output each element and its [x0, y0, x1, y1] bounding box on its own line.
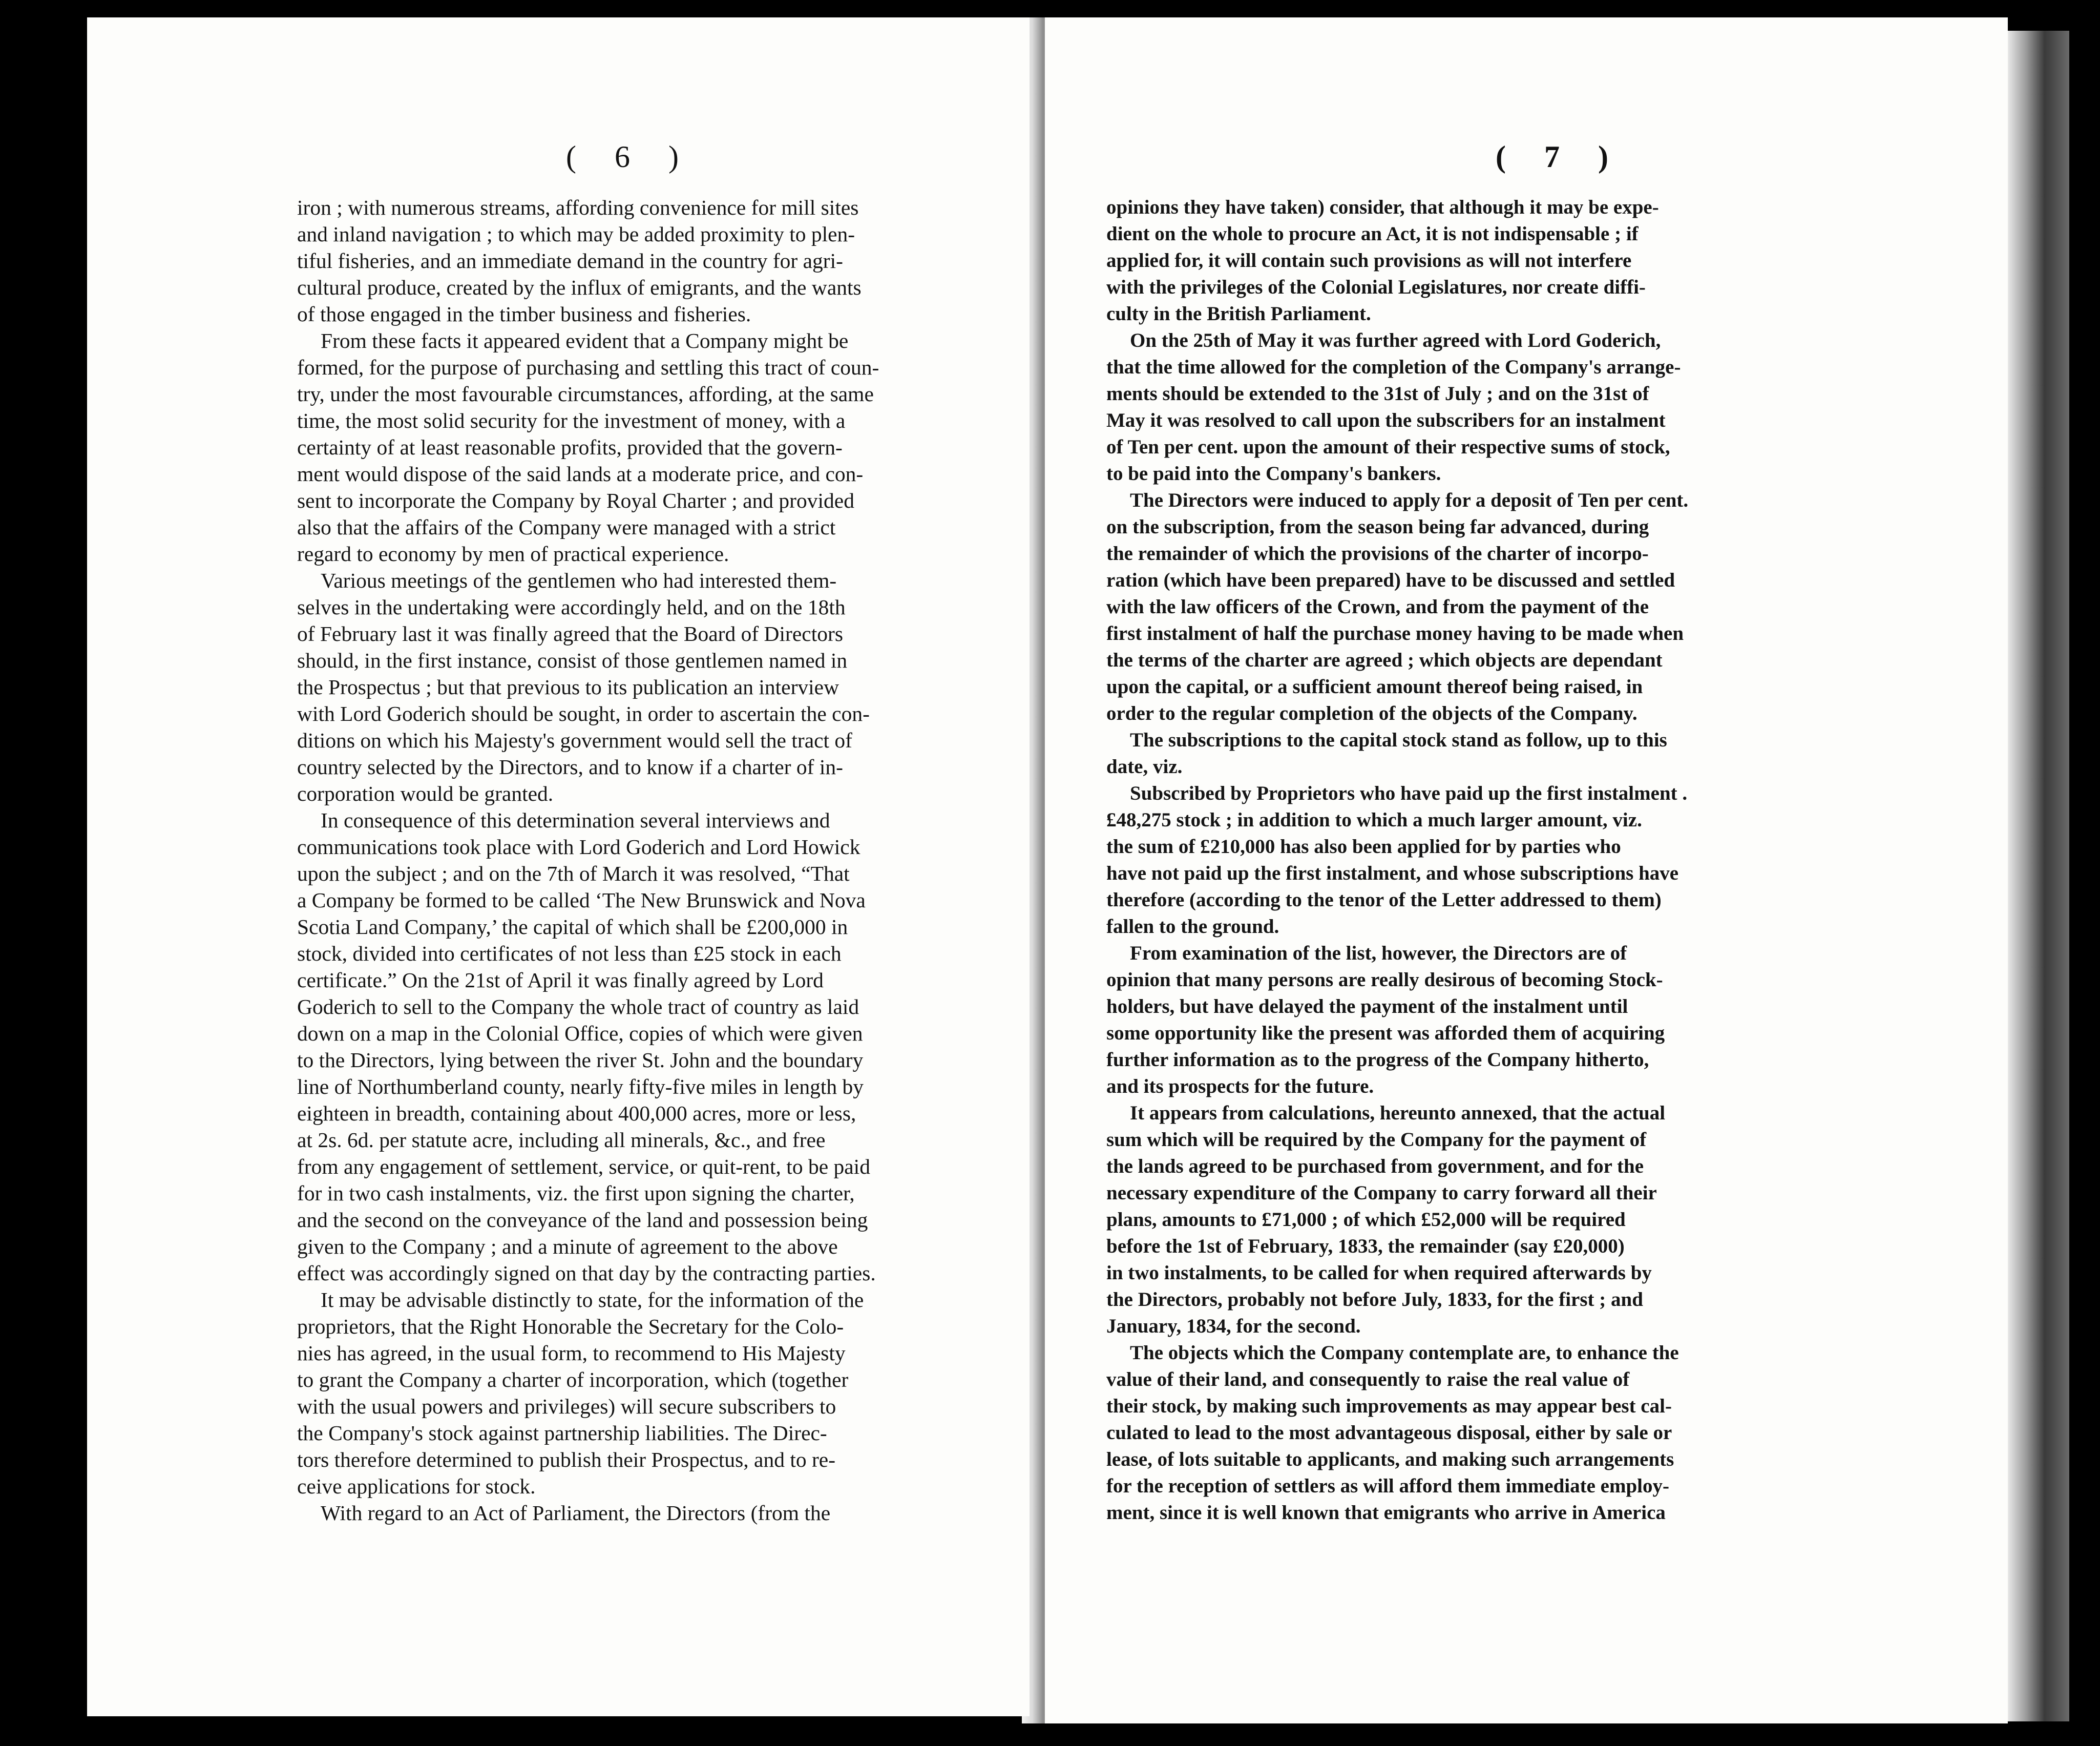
text-line: also that the affairs of the Company were managed with a strict: [297, 515, 836, 539]
text-line: to grant the Company a charter of incorporation, which (together: [297, 1368, 849, 1391]
right-page: [1045, 17, 2008, 1723]
text-line: on the subscription, from the season being far advanced, during: [1106, 516, 1649, 538]
text-line: plans, amounts to £71,000 ; of which £52,000 will be required: [1106, 1209, 1626, 1231]
text-line: value of their land, and consequently to raise the real value of: [1106, 1368, 1630, 1390]
text-line: upon the subject ; and on the 7th of March it was resolved, “That: [297, 862, 850, 885]
text-line: Scotia Land Company,’ the capital of which shall be £200,000 in: [297, 915, 848, 939]
text-line: first instalment of half the purchase money having to be made when: [1106, 622, 1684, 645]
text-line: with the privileges of the Colonial Legislatures, nor create diffi-: [1106, 276, 1646, 298]
text-line: of those engaged in the timber business and fisheries.: [297, 302, 751, 326]
text-line: some opportunity like the present was afforded them of acquiring: [1106, 1022, 1665, 1044]
page-number-left: ( 6 ): [566, 140, 694, 174]
text-line: proprietors, that the Right Honorable the Secretary for the Colo-: [297, 1315, 844, 1338]
text-line: certificate.” On the 21st of April it was finally agreed by Lord: [297, 968, 824, 992]
text-line: upon the capital, or a sufficient amount thereof being raised, in: [1106, 676, 1643, 698]
text-line: corporation would be granted.: [297, 782, 554, 805]
text-line: and inland navigation ; to which may be added proximity to plen-: [297, 222, 855, 246]
text-line: before the 1st of February, 1833, the remainder (say £20,000): [1106, 1235, 1625, 1257]
text-line: with the usual powers and privileges) will secure subscribers to: [297, 1395, 836, 1418]
text-line: order to the regular completion of the objects of the Company.: [1106, 702, 1637, 724]
text-line: dient on the whole to procure an Act, it is not indispensable ; if: [1106, 223, 1639, 245]
page-number-right: ( 7 ): [1496, 140, 1624, 174]
text-line: tors therefore determined to publish their Prospectus, and to re-: [297, 1448, 836, 1471]
text-line: to be paid into the Company's bankers.: [1106, 463, 1441, 485]
text-line: ment would dispose of the said lands at a moderate price, and con-: [297, 462, 864, 486]
text-line: It appears from calculations, hereunto annexed, that the actual: [1130, 1102, 1666, 1124]
text-line: and its prospects for the future.: [1106, 1075, 1374, 1097]
text-line: Various meetings of the gentlemen who had interested them-: [321, 569, 837, 592]
text-line: communications took place with Lord Goderich and Lord Howick: [297, 835, 860, 859]
text-line: with the law officers of the Crown, and from the payment of the: [1106, 596, 1649, 618]
text-line: in two instalments, to be called for when required afterwards by: [1106, 1262, 1652, 1284]
text-line: that the time allowed for the completion of the Company's arrange-: [1106, 356, 1681, 378]
text-line: ment, since it is well known that emigrants who arrive in America: [1106, 1502, 1666, 1524]
text-line: line of Northumberland county, nearly fifty-five miles in length by: [297, 1075, 864, 1098]
text-line: and the second on the conveyance of the land and possession being: [297, 1208, 868, 1232]
text-line: the sum of £210,000 has also been applied for by parties who: [1106, 836, 1621, 858]
text-line: tiful fisheries, and an immediate demand in the country for agri-: [297, 249, 843, 273]
text-line: It may be advisable distinctly to state, for the information of the: [321, 1288, 864, 1312]
text-line: for the reception of settlers as will afford them immediate employ-: [1106, 1475, 1669, 1497]
text-line: the Directors, probably not before July, 1833, for the first ; and: [1106, 1288, 1643, 1311]
text-line: fallen to the ground.: [1106, 916, 1279, 938]
left-page: [87, 17, 1030, 1716]
text-line: opinion that many persons are really desirous of becoming Stock-: [1106, 969, 1663, 991]
text-line: The objects which the Company contemplate are, to enhance the: [1130, 1342, 1679, 1364]
text-line: have not paid up the first instalment, and whose subscriptions have: [1106, 862, 1679, 884]
text-line: May it was resolved to call upon the subscribers for an instalment: [1106, 409, 1666, 431]
text-line: certainty of at least reasonable profits, provided that the govern-: [297, 435, 843, 459]
text-line: The Directors were induced to apply for a deposit of Ten per cent.: [1130, 489, 1689, 511]
text-line: The subscriptions to the capital stock stand as follow, up to this: [1130, 729, 1667, 751]
text-line: sum which will be required by the Company for the payment of: [1106, 1129, 1647, 1151]
text-line: the terms of the charter are agreed ; which objects are dependant: [1106, 649, 1663, 671]
text-line: In consequence of this determination several interviews and: [321, 808, 830, 832]
text-line: country selected by the Directors, and to know if a charter of in-: [297, 755, 843, 779]
text-line: Goderich to sell to the Company the whole tract of country as laid: [297, 995, 859, 1019]
text-line: opinions they have taken) consider, that although it may be expe-: [1106, 196, 1659, 218]
text-line: nies has agreed, in the usual form, to recommend to His Majesty: [297, 1341, 846, 1365]
text-line: given to the Company ; and a minute of agreement to the above: [297, 1235, 838, 1258]
text-line: should, in the first instance, consist of those gentlemen named in: [297, 649, 848, 672]
text-line: ments should be extended to the 31st of July ; and on the 31st of: [1106, 383, 1649, 405]
text-line: date, viz.: [1106, 756, 1183, 778]
text-line: iron ; with numerous streams, affording convenience for mill sites: [297, 196, 859, 219]
text-line: holders, but have delayed the payment of the instalment until: [1106, 995, 1628, 1017]
text-line: culty in the British Parliament.: [1106, 303, 1371, 325]
text-line: for in two cash instalments, viz. the first upon signing the charter,: [297, 1181, 855, 1205]
text-line: therefore (according to the tenor of the Letter addressed to them): [1106, 889, 1662, 911]
text-line: regard to economy by men of practical experience.: [297, 542, 729, 566]
text-line: with Lord Goderich should be sought, in order to ascertain the con-: [297, 702, 870, 725]
text-line: lease, of lots suitable to applicants, and making such arrangements: [1106, 1448, 1674, 1470]
text-line: try, under the most favourable circumstances, affording, at the same: [297, 382, 874, 406]
text-line: With regard to an Act of Parliament, the Directors (from the: [321, 1501, 831, 1525]
text-line: culated to lead to the most advantageous disposal, either by sale or: [1106, 1422, 1672, 1444]
text-line: January, 1834, for the second.: [1106, 1315, 1361, 1337]
right-page-text: [1106, 194, 1790, 1526]
text-line: applied for, it will contain such provisions as will not interfere: [1106, 250, 1632, 272]
text-line: necessary expenditure of the Company to carry forward all their: [1106, 1182, 1657, 1204]
text-line: From these facts it appeared evident that a Company might be: [321, 329, 849, 352]
text-line: stock, divided into certificates of not less than £25 stock in each: [297, 942, 842, 965]
text-line: effect was accordingly signed on that day by the contracting parties.: [297, 1261, 876, 1285]
text-line: down on a map in the Colonial Office, copies of which were given: [297, 1022, 863, 1045]
text-line: the Prospectus ; but that previous to its publication an interview: [297, 675, 839, 699]
text-line: Subscribed by Proprietors who have paid up the first instalment .: [1130, 782, 1688, 804]
text-line: formed, for the purpose of purchasing and settling this tract of coun-: [297, 356, 879, 379]
text-line: £48,275 stock ; in addition to which a much larger amount, viz.: [1106, 809, 1642, 831]
text-line: ceive applications for stock.: [297, 1474, 536, 1498]
text-line: eighteen in breadth, containing about 400,000 acres, more or less,: [297, 1101, 856, 1125]
text-line: ditions on which his Majesty's government would sell the tract of: [297, 729, 853, 752]
text-line: From examination of the list, however, the Directors are of: [1130, 942, 1627, 964]
left-page-text: [297, 194, 1030, 1526]
text-line: selves in the undertaking were accordingly held, and on the 18th: [297, 595, 846, 619]
text-line: ration (which have been prepared) have to be discussed and settled: [1106, 569, 1675, 591]
text-line: a Company be formed to be called ‘The New Brunswick and Nova: [297, 888, 866, 912]
text-line: their stock, by making such improvements as may appear best cal-: [1106, 1395, 1672, 1417]
text-line: of Ten per cent. upon the amount of their respective sums of stock,: [1106, 436, 1670, 458]
text-line: the Company's stock against partnership liabilities. The Direc-: [297, 1421, 827, 1445]
text-line: the lands agreed to be purchased from government, and for the: [1106, 1155, 1644, 1177]
text-line: from any engagement of settlement, service, or quit-rent, to be paid: [297, 1155, 870, 1178]
text-line: to the Directors, lying between the river St. John and the boundary: [297, 1048, 864, 1072]
text-line: the remainder of which the provisions of the charter of incorpo-: [1106, 543, 1649, 565]
page-edges: [2008, 31, 2069, 1721]
text-line: at 2s. 6d. per statute acre, including all minerals, &c., and free: [297, 1128, 826, 1152]
text-line: On the 25th of May it was further agreed with Lord Goderich,: [1130, 329, 1661, 351]
text-line: sent to incorporate the Company by Royal Charter ; and provided: [297, 489, 854, 512]
text-line: cultural produce, created by the influx of emigrants, and the wants: [297, 276, 862, 299]
text-line: time, the most solid security for the investment of money, with a: [297, 409, 846, 432]
text-line: further information as to the progress of the Company hitherto,: [1106, 1049, 1649, 1071]
text-line: of February last it was finally agreed that the Board of Directors: [297, 622, 843, 646]
